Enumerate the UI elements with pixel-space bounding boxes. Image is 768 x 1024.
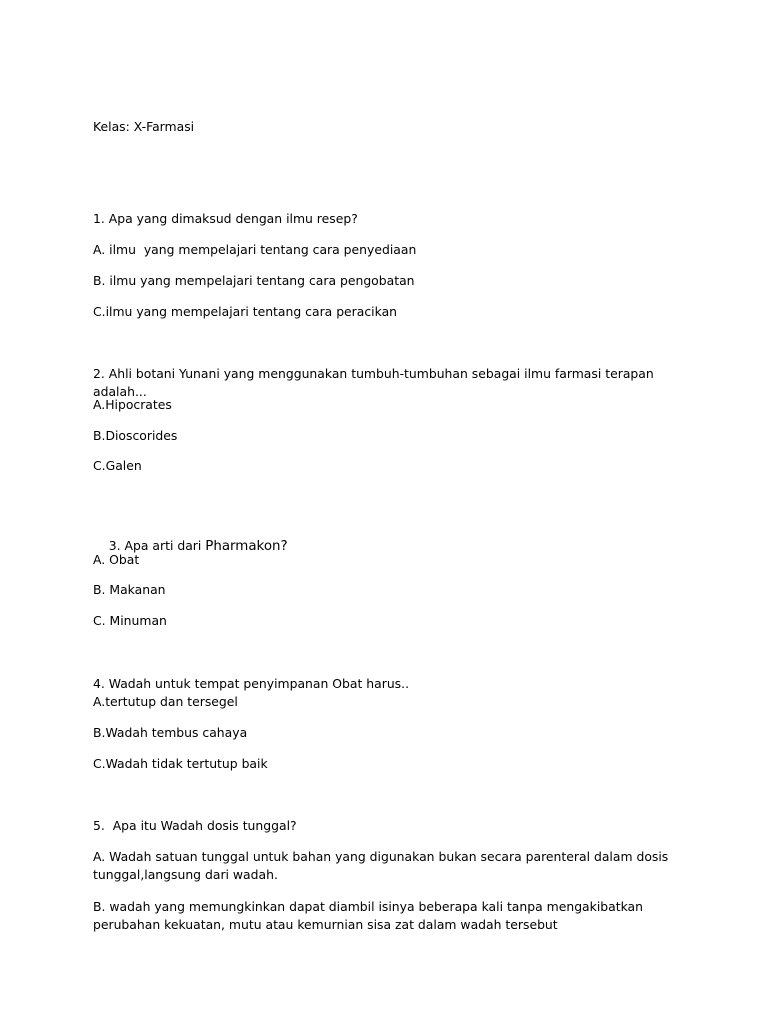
question-2-option-a: A.Hipocrates xyxy=(93,397,172,412)
question-3-term: Pharmakon? xyxy=(205,539,288,554)
question-5-option-a: A. Wadah satuan tunggal untuk bahan yang digunakan bukan secara parenteral dalam dosis tunggal,langsung dari wadah. xyxy=(93,849,673,882)
question-4: 4. Wadah untuk tempat penyimpanan Obat harus.. xyxy=(93,676,410,691)
question-3-option-b: B. Makanan xyxy=(93,582,166,597)
class-label: Kelas: X-Farmasi xyxy=(93,119,195,134)
question-5: 5. Apa itu Wadah dosis tunggal? xyxy=(93,818,297,833)
question-4-option-c: C.Wadah tidak tertutup baik xyxy=(93,756,268,771)
question-4-option-b: B.Wadah tembus cahaya xyxy=(93,725,248,740)
question-2-option-b: B.Dioscorides xyxy=(93,428,178,443)
question-2: 2. Ahli botani Yunani yang menggunakan tumbuh-tumbuhan sebagai ilmu farmasi terapan adalah... xyxy=(93,366,658,399)
question-5-option-b: B. wadah yang memungkinkan dapat diambil isinya beberapa kali tanpa mengakibatkan perubahan kekuatan, mutu atau kemurnian sisa zat dalam wadah tersebut xyxy=(93,899,647,932)
question-4-option-a: A.tertutup dan tersegel xyxy=(93,694,238,709)
question-2-option-c: C.Galen xyxy=(93,458,142,473)
question-1-option-b: B. ilmu yang mempelajari tentang cara pengobatan xyxy=(93,273,415,288)
question-3-option-c: C. Minuman xyxy=(93,613,167,628)
question-3-prefix: 3. Apa arti dari xyxy=(108,538,206,553)
question-1-option-a: A. ilmu yang mempelajari tentang cara penyediaan xyxy=(93,242,417,257)
question-3-option-a: A. Obat xyxy=(93,552,140,567)
question-1-option-c: C.ilmu yang mempelajari tentang cara peracikan xyxy=(93,304,398,319)
question-1: 1. Apa yang dimaksud dengan ilmu resep? xyxy=(93,211,358,226)
